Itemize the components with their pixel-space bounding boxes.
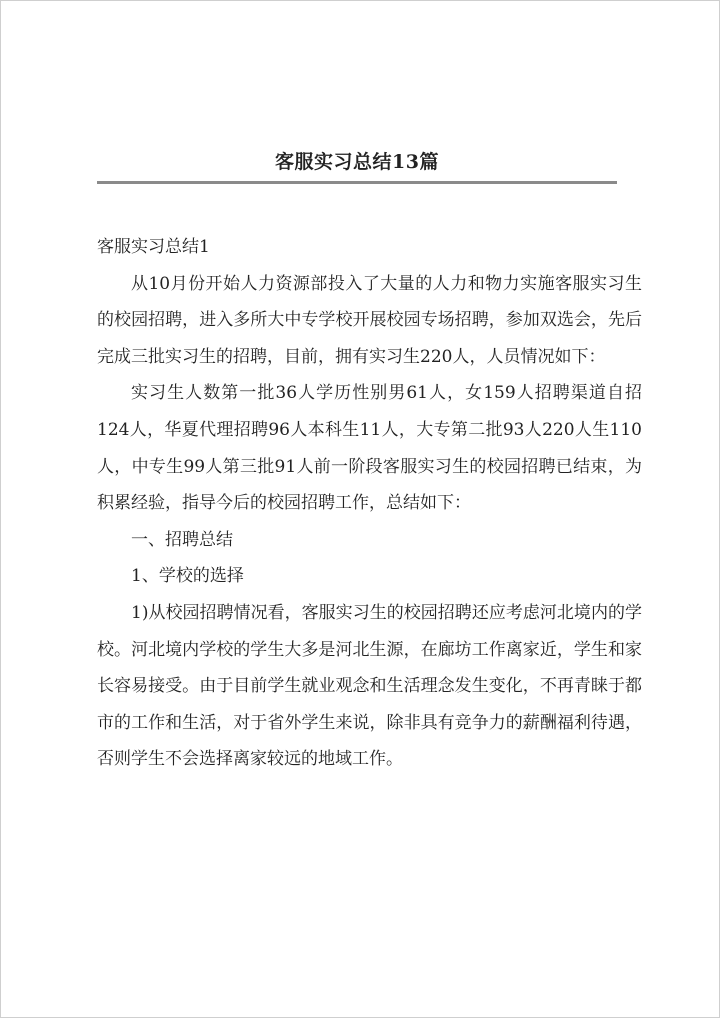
- paragraph-1: 从10月份开始人力资源部投入了大量的人力和物力实施客服实习生的校园招聘，进入多所大中专学校开展校园专场招聘，参加双选会，先后完成三批实习生的招聘，目前，拥有实习生220人，人员情况如下：: [97, 273, 642, 367]
- document-title: 客服实习总结13篇: [275, 151, 439, 173]
- paragraph-2: 实习生人数第一批36人学历性别男61人，女159人招聘渠道自招124人，华夏代理招聘96人本科生11人，大专第二批93人220人生110人，中专生99人第三批91人前一阶段客服实习生的校园招聘已结束，为积累经验，指导今后的校园招聘工作，总结如下：: [97, 383, 642, 514]
- heading-recruitment-summary: 一、招聘总结: [131, 529, 233, 550]
- title-underline: [97, 181, 617, 184]
- paragraph-3: 1)从校园招聘情况看，客服实习生的校园招聘还应考虑河北境内的学校。河北境内学校的学生大多是河北生源，在廊坊工作离家近，学生和家长容易接受。由于目前学生就业观念和生活理念发生变化，不再青睐于都市的工作和生活，对于省外学生来说，除非具有竞争力的薪酬福利待遇，否则学生不会选择离家较远的地域工作。: [97, 602, 642, 770]
- section-title: 客服实习总结1: [97, 237, 210, 257]
- document-body: [97, 229, 642, 778]
- heading-school-selection: 1、学校的选择: [131, 566, 244, 587]
